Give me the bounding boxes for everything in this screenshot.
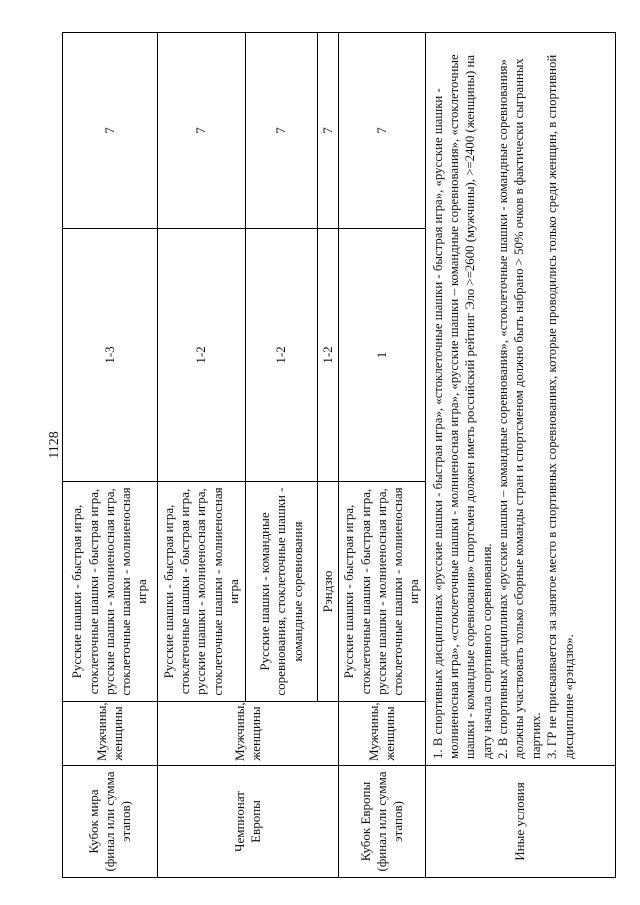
discipline-cell: Русские шашки - быстрая игра, стоклеточные шашки - быстрая игра, русские шашки - молниеносная игра, стоклеточные шашки - молниеносная игра [158,482,246,702]
places-cell: 1-2 [158,229,246,482]
rank-cell: 7 [246,33,318,229]
discipline-cell: Русские шашки - быстрая игра, стоклеточные шашки - быстрая игра, русские шашки - молниеносная игра, стоклеточные шашки - молниеносная игра [339,482,425,702]
competition-cell: Чемпионат Европы [158,766,339,878]
table-row [158,33,246,878]
discipline-cell: Русские шашки - быстрая игра, стоклеточные шашки - быстрая игра, русские шашки - молниеносная игра, стоклеточные шашки - молниеносная игра [63,482,158,702]
note-item: 3. ГР не присваивается за занятое место в спортивных соревнованиях, которые проводились только среди женщин, в спортивной дисциплине «рэндзю». [545,54,576,759]
rotated-table-area [62,33,640,872]
rank-cell: 7 [318,33,339,229]
participants-cell: Мужчины, женщины [158,702,339,766]
places-cell: 1-3 [63,229,158,482]
places-cell: 1 [339,229,425,482]
participants-cell: Мужчины, женщины [63,702,158,766]
table-row [425,33,615,878]
places-cell: 1-2 [318,229,339,482]
competition-cell: Кубок мира (финал или сумма этапов) [63,766,158,878]
rank-cell: 7 [339,33,425,229]
norms-table [62,32,616,878]
table-row [63,33,158,878]
places-cell: 1-2 [246,229,318,482]
rank-cell: 7 [63,33,158,229]
discipline-cell: Русские шашки - командные соревнования, стоклеточные шашки - командные соревнования [246,482,318,702]
discipline-cell: Рэндзю [318,482,339,702]
table-wrapper [62,33,612,878]
other-conditions-label: Иные условия [425,766,615,878]
rank-cell: 7 [158,33,246,229]
other-conditions-notes [425,33,615,766]
note-item: 2. В спортивных дисциплинах «русские шашки – командные соревнования», «стоклеточные шашки - командные соревнования» должны участвовать только сборные команды стран и спортсменом должно быть набрано > 50% очков в фактически сыгранных партиях. [496,58,543,759]
note-item: 1. В спортивных дисциплинах «русские шашки - быстрая игра», «стоклеточные шашки - быстрая игра», «русские шашки - молниеносная игра», «стоклеточные шашки - молниеносная игра», «русские шашки – командные соревнования», «стоклеточные шашки - командные соревнования» спортсмен должен иметь российский рейтинг Эло >=2600 (мужчины), >=2400 (женщины) на дату начала спортивного соревнования. [430,54,494,759]
page-number: 1128 [47,431,62,459]
participants-cell: Мужчины, женщины [339,702,425,766]
table-row [339,33,425,878]
competition-cell: Кубок Европы (финал или сумма этапов) [339,766,425,878]
